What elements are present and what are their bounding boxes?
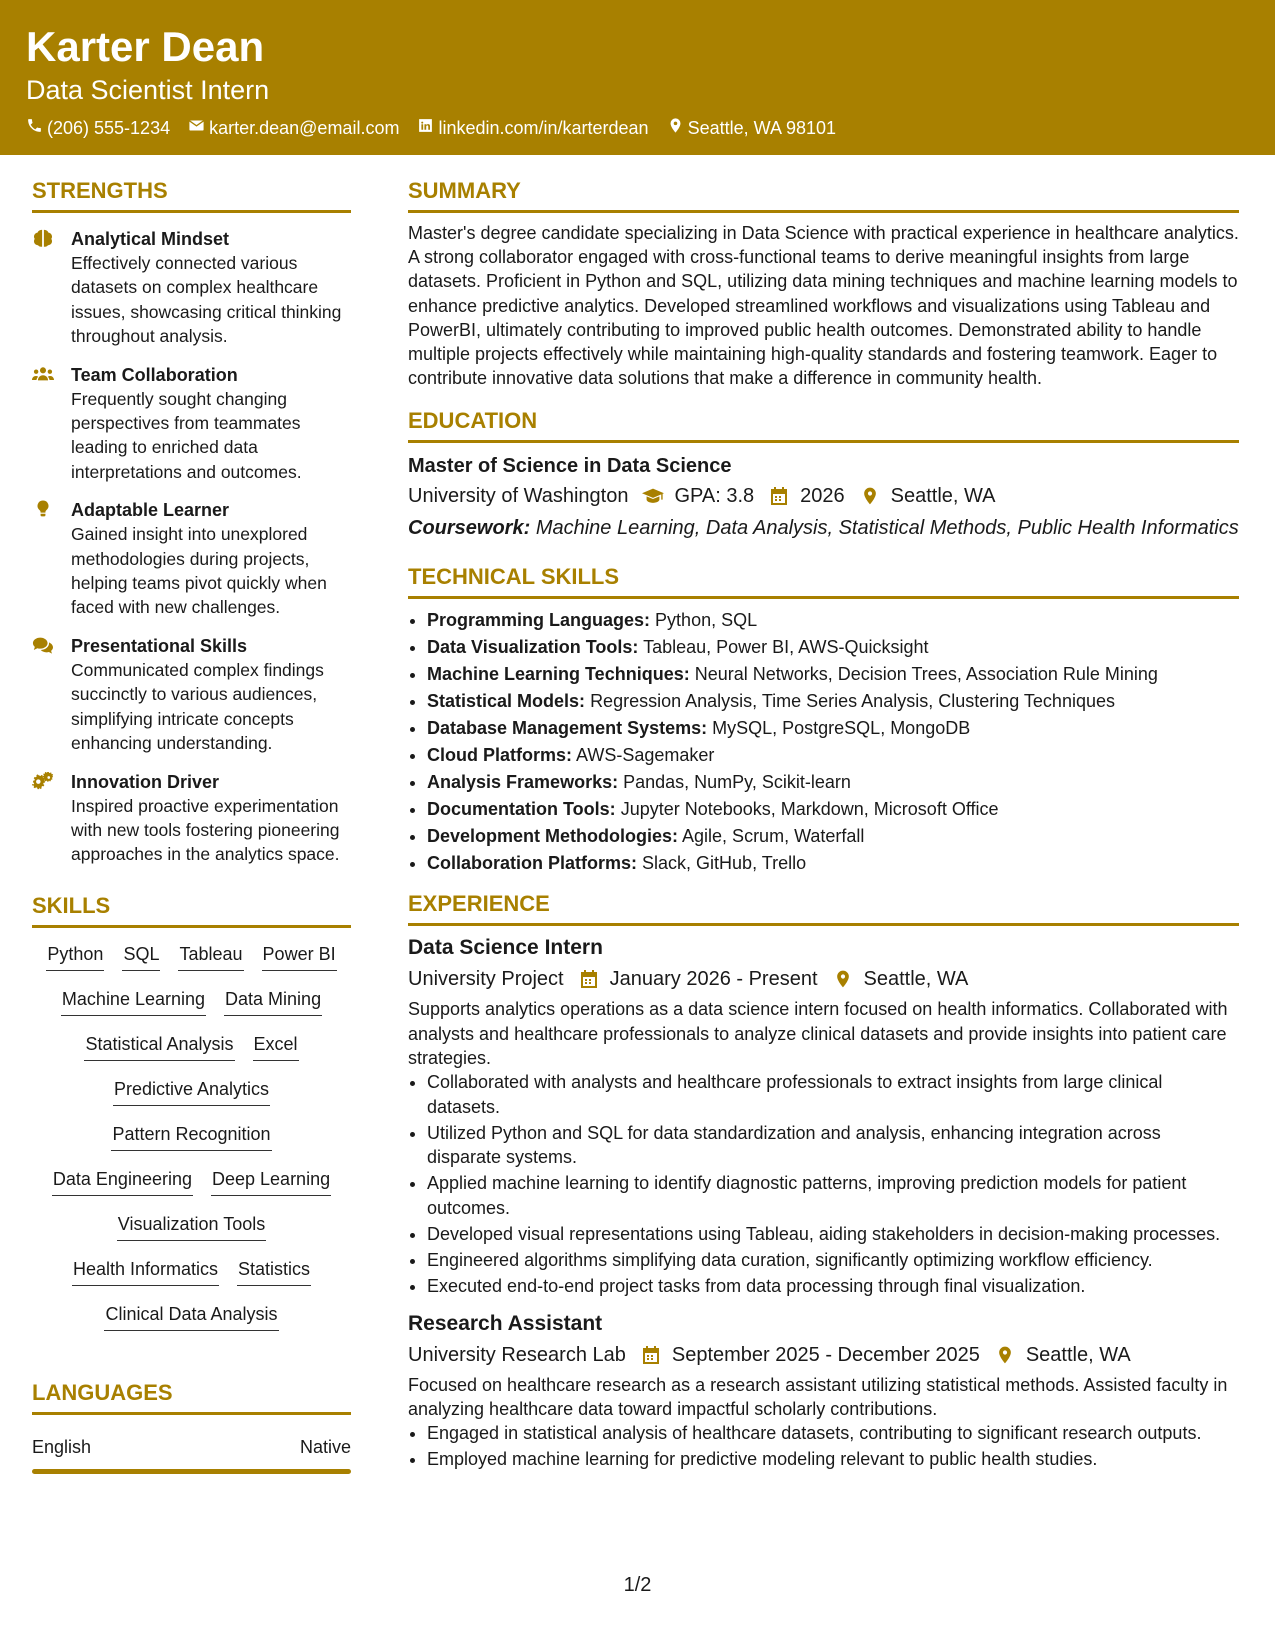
graduation-cap-icon [642, 486, 664, 506]
skill-chip: Tableau [178, 942, 243, 971]
section-title-technical-skills: TECHNICAL SKILLS [408, 564, 620, 590]
skill-values: Neural Networks, Decision Trees, Association Rule Mining [694, 664, 1158, 685]
calendar-icon [768, 486, 790, 506]
language-item [32, 1435, 351, 1459]
school-name: University of Washington [408, 485, 629, 508]
job-dates: September 2025 - December 2025 [671, 1344, 980, 1367]
job-organization: University Project [408, 968, 564, 991]
education-location: Seattle, WA [890, 485, 996, 508]
job-location: Seattle, WA [1025, 1344, 1131, 1367]
skill-chip: Data Engineering [52, 1167, 193, 1196]
skill-chip: Clinical Data Analysis [104, 1302, 278, 1331]
skills-section [32, 893, 351, 1347]
strength-item [32, 498, 351, 620]
skill-chip: Statistics [237, 1257, 311, 1286]
list-item [427, 769, 1239, 796]
degree-title: Master of Science in Data Science [408, 455, 732, 478]
left-column [32, 178, 351, 1474]
location-text: Seattle, WA 98101 [687, 118, 837, 138]
skill-row [104, 1302, 278, 1347]
list-item: • Executed end-to-end project tasks from data processing through final visualization. [427, 1274, 1239, 1299]
list-item: • Collaborated with analysts and healthcare professionals to extract insights from large clinical datasets. [427, 1070, 1239, 1119]
section-divider [408, 923, 1239, 926]
section-divider [408, 596, 1239, 599]
list-item [427, 742, 1239, 769]
email-text[interactable]: karter.dean@email.com [209, 118, 400, 138]
calendar-icon [578, 969, 600, 989]
strength-item [32, 770, 351, 867]
skill-category: Statistical Models: [427, 691, 586, 712]
list-item [427, 796, 1239, 823]
map-pin-icon [994, 1345, 1016, 1365]
linkedin-text[interactable]: linkedin.com/in/karterdean [438, 118, 649, 138]
job-bullets [408, 1421, 1239, 1472]
calendar-icon [640, 1345, 662, 1365]
technical-skills-section [408, 564, 1239, 877]
language-name: English [32, 1436, 92, 1457]
candidate-name: Karter Dean [26, 23, 265, 70]
section-divider [32, 1412, 351, 1415]
skill-row [46, 942, 336, 987]
skill-chip-list [32, 942, 351, 1347]
strength-title: Team Collaboration [71, 364, 238, 385]
skill-row [84, 1032, 298, 1077]
gears-icon [32, 772, 54, 790]
summary-text: Master's degree candidate specializing in Data Science with practical experience in healthcare analytics. A strong collaborator engaged with cross-functional teams to derive meaningful insights from large datasets. Proficient in Python and SQL, utilizing data mining techniques and machine learning models to enhance predictive analytics. Developed streamlined workflows and visualizations using Tableau and PowerBI, ultimately contributing to improved public health outcomes. Demonstrated ability to handle multiple projects effectively while maintaining high-quality standards and fostering teamwork. Eager to contribute innovative data solutions that make a difference in community health. [408, 223, 1239, 389]
phone-icon [26, 116, 43, 140]
skill-category: Collaboration Platforms: [427, 853, 638, 874]
skill-values: Pandas, NumPy, Scikit-learn [623, 772, 851, 793]
skill-category: Documentation Tools: [427, 799, 616, 820]
skill-chip: Visualization Tools [117, 1212, 266, 1241]
job-bullets [408, 1070, 1239, 1298]
skill-values: Slack, GitHub, Trello [642, 853, 807, 874]
coursework-list: Machine Learning, Data Analysis, Statistical Methods, Public Health Informatics [535, 517, 1239, 540]
section-title-languages: LANGUAGES [32, 1379, 173, 1405]
resume-header [0, 0, 1275, 155]
contact-phone [26, 116, 170, 140]
job-meta [408, 1341, 1239, 1369]
strength-description: Communicated complex findings succinctly to various audiences, simplifying intricate concepts enhancing understanding. [71, 659, 324, 754]
summary-section [408, 178, 1239, 390]
skill-chip: Deep Learning [211, 1167, 331, 1196]
list-item [427, 661, 1239, 688]
section-title-skills: SKILLS [32, 892, 111, 918]
job-title: Research Assistant [408, 1312, 603, 1336]
skill-category: Machine Learning Techniques: [427, 664, 690, 685]
skill-category: Cloud Platforms: [427, 745, 573, 766]
right-column [408, 178, 1239, 1473]
list-item [427, 607, 1239, 634]
contact-location [667, 116, 836, 140]
skill-chip: Statistical Analysis [84, 1032, 234, 1061]
strength-description: Gained insight into unexplored methodologies during projects, helping teams pivot quickly when faced with new challenges. [71, 524, 327, 618]
strength-title: Analytical Mindset [71, 229, 230, 249]
skill-row [117, 1212, 266, 1257]
graduation-year: 2026 [800, 485, 845, 508]
section-title-education: EDUCATION [408, 408, 538, 434]
strength-item [32, 363, 351, 485]
linkedin-icon [417, 116, 434, 140]
skill-category: Programming Languages: [427, 610, 651, 631]
skill-values: Tableau, Power BI, AWS-Quicksight [643, 637, 929, 658]
users-icon [32, 365, 54, 383]
page-number: 1/2 [623, 1574, 652, 1596]
list-item: • Employed machine learning for predictive modeling relevant to public health studies. [427, 1447, 1239, 1472]
list-item [427, 715, 1239, 742]
contact-email[interactable] [188, 116, 399, 140]
strength-item [32, 227, 351, 349]
list-item: • Utilized Python and SQL for data standardization and analysis, enhancing integration across disparate systems. [427, 1121, 1239, 1170]
list-item [427, 688, 1239, 715]
skill-row [72, 1257, 311, 1302]
skill-category: Data Visualization Tools: [427, 637, 639, 658]
gpa-text: GPA: 3.8 [674, 485, 755, 508]
skill-row [111, 1122, 271, 1167]
strengths-section [32, 178, 351, 867]
experience-section [408, 891, 1239, 1472]
list-item [427, 850, 1239, 877]
map-pin-icon [667, 116, 684, 140]
coursework-label: Coursework: [408, 517, 531, 540]
languages-section [32, 1380, 351, 1474]
skill-chip: Pattern Recognition [111, 1122, 271, 1151]
skill-chip: Power BI [262, 942, 337, 971]
job-dates: January 2026 - Present [609, 968, 818, 991]
coursework [408, 516, 1239, 540]
list-item: • Engineered algorithms simplifying data curation, significantly optimizing workflow efficiency. [427, 1248, 1239, 1273]
strength-description: Inspired proactive experimentation with new tools fostering pioneering approaches in the analytics space. [71, 795, 340, 865]
skill-category: Development Methodologies: [427, 826, 679, 847]
strength-title: Adaptable Learner [71, 500, 230, 521]
skill-chip: Excel [253, 1032, 299, 1061]
job-description: Supports analytics operations as a data science intern focused on health informatics. Collaborated with analysts and healthcare professionals to analyze clinical datasets and provide insights into patient care strategies. [408, 999, 1228, 1068]
section-title-strengths: STRENGTHS [32, 178, 168, 203]
section-divider [32, 925, 351, 928]
section-title-experience: EXPERIENCE [408, 891, 550, 917]
phone-text: (206) 555-1234 [47, 118, 171, 138]
skill-values: MySQL, PostgreSQL, MongoDB [712, 718, 971, 739]
skill-values: Agile, Scrum, Waterfall [682, 826, 865, 847]
list-item [427, 823, 1239, 850]
skill-values: Python, SQL [655, 610, 758, 631]
skill-chip: Python [46, 942, 104, 971]
envelope-icon [188, 116, 205, 140]
strength-title: Innovation Driver [71, 771, 220, 792]
skill-chip: Health Informatics [72, 1257, 219, 1286]
skill-values: Regression Analysis, Time Series Analysis, Clustering Techniques [590, 691, 1115, 712]
skill-chip: Predictive Analytics [113, 1077, 270, 1106]
skill-chip: Data Mining [224, 987, 322, 1016]
skill-row [61, 987, 322, 1032]
section-divider [408, 210, 1239, 213]
map-pin-icon [859, 486, 881, 506]
job-meta [408, 965, 1239, 993]
strength-title: Presentational Skills [71, 635, 248, 656]
candidate-role: Data Scientist Intern [26, 75, 270, 105]
strength-description: Effectively connected various datasets on complex healthcare issues, showcasing critical thinking throughout analysis. [71, 253, 342, 347]
skill-values: AWS-Sagemaker [576, 745, 715, 766]
job-title: Data Science Intern [408, 936, 603, 960]
skill-chip: SQL [122, 942, 160, 971]
skill-category: Database Management Systems: [427, 718, 708, 739]
list-item [427, 634, 1239, 661]
skill-chip: Machine Learning [61, 987, 206, 1016]
experience-entry [408, 1310, 1239, 1472]
skill-row [113, 1077, 270, 1122]
experience-entry [408, 934, 1239, 1298]
job-organization: University Research Lab [408, 1344, 626, 1367]
list-item: • Engaged in statistical analysis of healthcare datasets, contributing to significant research outputs. [427, 1421, 1239, 1446]
education-section [408, 408, 1239, 540]
skill-values: Jupyter Notebooks, Markdown, Microsoft Office [620, 799, 999, 820]
comments-icon [32, 636, 54, 654]
contact-bar [26, 116, 836, 140]
section-title-summary: SUMMARY [408, 178, 521, 203]
section-divider [32, 210, 351, 213]
education-meta [408, 482, 1239, 510]
section-divider [408, 440, 1239, 443]
language-proficiency-bar [32, 1469, 351, 1474]
technical-skills-list [408, 607, 1239, 877]
lightbulb-icon [32, 500, 54, 518]
strength-item [32, 634, 351, 756]
list-item: • Developed visual representations using Tableau, aiding stakeholders in decision-making processes. [427, 1222, 1239, 1247]
contact-linkedin[interactable] [417, 116, 648, 140]
brain-icon [32, 229, 54, 247]
strength-description: Frequently sought changing perspectives from teammates leading to enriched data interpretations and outcomes. [71, 388, 302, 482]
map-pin-icon [832, 969, 854, 989]
skill-row [52, 1167, 331, 1212]
job-location: Seattle, WA [863, 968, 969, 991]
job-description: Focused on healthcare research as a research assistant utilizing statistical methods. Assisted faculty in analyzing healthcare data toward impactful scholarly contributions. [408, 1375, 1228, 1420]
skill-category: Analysis Frameworks: [427, 772, 619, 793]
language-level: Native [299, 1436, 351, 1457]
list-item: • Applied machine learning to identify diagnostic patterns, improving prediction models for patient outcomes. [427, 1171, 1239, 1220]
